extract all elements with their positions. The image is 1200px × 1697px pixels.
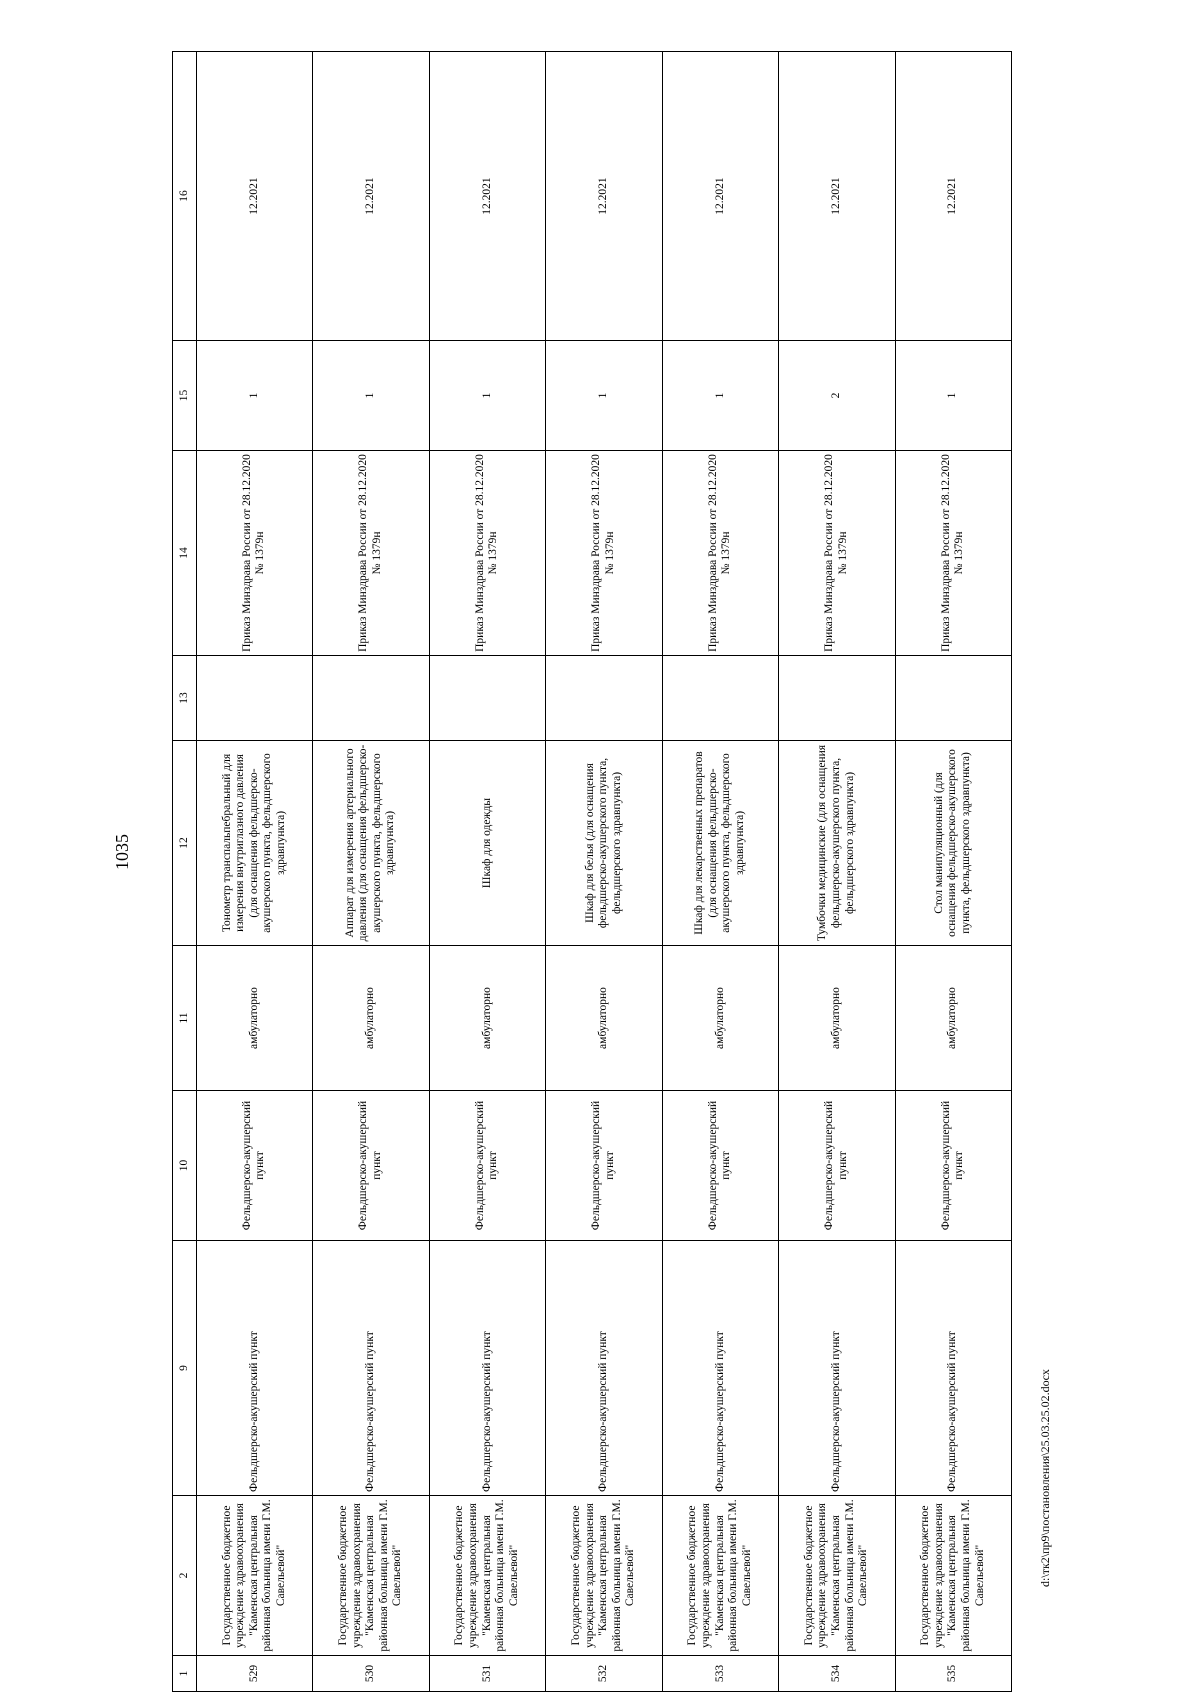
- quantity-cell: 1: [546, 341, 662, 451]
- header-row: [173, 52, 197, 1692]
- basis-cell: Приказ Минздрава России от 28.12.2020 № 1379н: [313, 451, 429, 656]
- col13-cell: [779, 656, 895, 741]
- col13-cell: [313, 656, 429, 741]
- date-cell: 12.2021: [313, 52, 429, 341]
- col13-cell: [196, 656, 312, 741]
- document-path-footer: d:\тк2\пр9\постановления\25.03.25.02.docx: [1038, 1369, 1052, 1587]
- col13-cell: [662, 656, 778, 741]
- row-number: 532: [546, 1656, 662, 1692]
- date-cell: 12.2021: [895, 52, 1011, 341]
- row-number: 529: [196, 1656, 312, 1692]
- organization-cell: Государственное бюджетное учреждение здравоохранения "Каменская центральная районная больница имени Г.М. Савельевой": [196, 1496, 312, 1656]
- quantity-cell: 1: [662, 341, 778, 451]
- unit-cell: Фельдшерско-акушерский пункт: [662, 1241, 778, 1496]
- care-mode-cell: амбулаторно: [313, 946, 429, 1091]
- date-cell: 12.2021: [662, 52, 778, 341]
- column-header: 1: [173, 1656, 197, 1692]
- equipment-cell: Стол манипуляционный (для оснащения фельдшерско-акушерского пункта, фельдшерского здравпункта): [895, 741, 1011, 946]
- column-header: 15: [173, 341, 197, 451]
- care-mode-cell: амбулаторно: [429, 946, 545, 1091]
- organization-cell: Государственное бюджетное учреждение здравоохранения "Каменская центральная районная больница имени Г.М. Савельевой": [429, 1496, 545, 1656]
- col13-cell: [429, 656, 545, 741]
- basis-cell: Приказ Минздрава России от 28.12.2020 № 1379н: [196, 451, 312, 656]
- organization-cell: Государственное бюджетное учреждение здравоохранения "Каменская центральная районная больница имени Г.М. Савельевой": [779, 1496, 895, 1656]
- equipment-cell: Шкаф для белья (для оснащения фельдшерско-акушерского пункта, фельдшерского здравпункта): [546, 741, 662, 946]
- column-header: 9: [173, 1241, 197, 1496]
- unit-type-cell: Фельдшерско-акушерский пункт: [313, 1091, 429, 1241]
- column-header: 11: [173, 946, 197, 1091]
- row-number: 535: [895, 1656, 1011, 1692]
- unit-type-cell: Фельдшерско-акушерский пункт: [779, 1091, 895, 1241]
- equipment-cell: Тумбочки медицинские (для оснащения фельдшерско-акушерского пункта, фельдшерского здравпункта): [779, 741, 895, 946]
- column-header: 14: [173, 451, 197, 656]
- unit-type-cell: Фельдшерско-акушерский пункт: [662, 1091, 778, 1241]
- table-row: [779, 52, 895, 1692]
- quantity-cell: 1: [895, 341, 1011, 451]
- care-mode-cell: амбулаторно: [779, 946, 895, 1091]
- column-header: 13: [173, 656, 197, 741]
- row-number: 530: [313, 1656, 429, 1692]
- equipment-cell: Шкаф для лекарственных препаратов (для оснащения фельдшерско-акушерского пункта, фельдшерского здравпункта): [662, 741, 778, 946]
- col13-cell: [546, 656, 662, 741]
- equipment-cell: Шкаф для одежды: [429, 741, 545, 946]
- basis-cell: Приказ Минздрава России от 28.12.2020 № 1379н: [779, 451, 895, 656]
- unit-cell: Фельдшерско-акушерский пункт: [196, 1241, 312, 1496]
- unit-type-cell: Фельдшерско-акушерский пункт: [895, 1091, 1011, 1241]
- quantity-cell: 1: [429, 341, 545, 451]
- date-cell: 12.2021: [779, 52, 895, 341]
- date-cell: 12.2021: [546, 52, 662, 341]
- date-cell: 12.2021: [196, 52, 312, 341]
- table-row: [546, 52, 662, 1692]
- basis-cell: Приказ Минздрава России от 28.12.2020 № 1379н: [895, 451, 1011, 656]
- date-cell: 12.2021: [429, 52, 545, 341]
- table-row: [313, 52, 429, 1692]
- col13-cell: [895, 656, 1011, 741]
- organization-cell: Государственное бюджетное учреждение здравоохранения "Каменская центральная районная больница имени Г.М. Савельевой": [895, 1496, 1011, 1656]
- column-header: 12: [173, 741, 197, 946]
- care-mode-cell: амбулаторно: [546, 946, 662, 1091]
- unit-cell: Фельдшерско-акушерский пункт: [895, 1241, 1011, 1496]
- table-row: [662, 52, 778, 1692]
- quantity-cell: 2: [779, 341, 895, 451]
- row-number: 534: [779, 1656, 895, 1692]
- quantity-cell: 1: [313, 341, 429, 451]
- equipment-table: [172, 51, 1012, 1692]
- organization-cell: Государственное бюджетное учреждение здравоохранения "Каменская центральная районная больница имени Г.М. Савельевой": [313, 1496, 429, 1656]
- unit-type-cell: Фельдшерско-акушерский пункт: [196, 1091, 312, 1241]
- table-row: [895, 52, 1011, 1692]
- unit-type-cell: Фельдшерско-акушерский пункт: [429, 1091, 545, 1241]
- unit-cell: Фельдшерско-акушерский пункт: [429, 1241, 545, 1496]
- basis-cell: Приказ Минздрава России от 28.12.2020 № 1379н: [429, 451, 545, 656]
- organization-cell: Государственное бюджетное учреждение здравоохранения "Каменская центральная районная больница имени Г.М. Савельевой": [546, 1496, 662, 1656]
- column-header: 10: [173, 1091, 197, 1241]
- page-number: 1035: [112, 834, 132, 870]
- table-row: [196, 52, 312, 1692]
- column-header: 2: [173, 1496, 197, 1656]
- care-mode-cell: амбулаторно: [895, 946, 1011, 1091]
- column-header: 16: [173, 52, 197, 341]
- care-mode-cell: амбулаторно: [196, 946, 312, 1091]
- equipment-cell: Аппарат для измерения артериального давления (для оснащения фельдшерско-акушерского пункта, фельдшерского здравпункта): [313, 741, 429, 946]
- quantity-cell: 1: [196, 341, 312, 451]
- unit-cell: Фельдшерско-акушерский пункт: [779, 1241, 895, 1496]
- table-row: [429, 52, 545, 1692]
- row-number: 531: [429, 1656, 545, 1692]
- unit-cell: Фельдшерско-акушерский пункт: [546, 1241, 662, 1496]
- unit-cell: Фельдшерско-акушерский пункт: [313, 1241, 429, 1496]
- basis-cell: Приказ Минздрава России от 28.12.2020 № 1379н: [662, 451, 778, 656]
- rotated-table-container: [172, 52, 1012, 1692]
- equipment-cell: Тонометр транспальпебральный для измерения внутриглазного давления (для оснащения фельдшерско-акушерского пункта, фельдшерского здравпункта): [196, 741, 312, 946]
- basis-cell: Приказ Минздрава России от 28.12.2020 № 1379н: [546, 451, 662, 656]
- row-number: 533: [662, 1656, 778, 1692]
- unit-type-cell: Фельдшерско-акушерский пункт: [546, 1091, 662, 1241]
- organization-cell: Государственное бюджетное учреждение здравоохранения "Каменская центральная районная больница имени Г.М. Савельевой": [662, 1496, 778, 1656]
- care-mode-cell: амбулаторно: [662, 946, 778, 1091]
